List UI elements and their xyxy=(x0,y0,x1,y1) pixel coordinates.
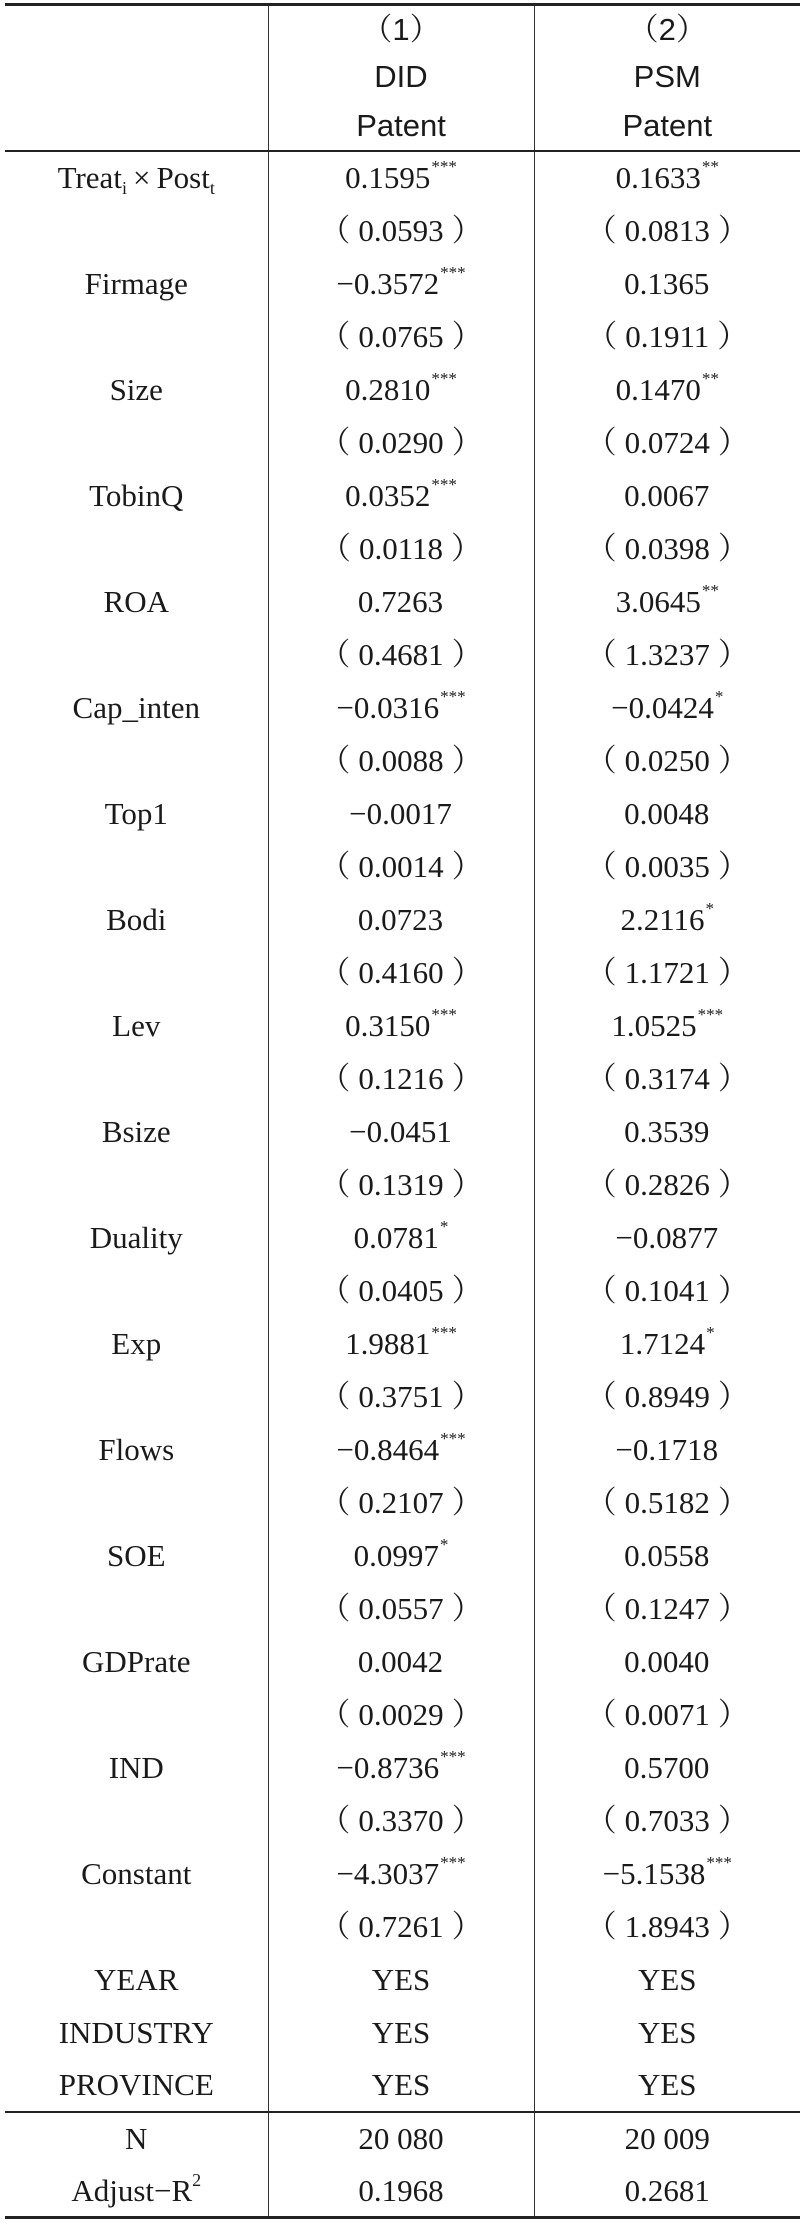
se-cell: （ 0.4681 ） xyxy=(268,628,534,681)
table-row xyxy=(5,1317,800,1370)
coef-cell: 0.0781* xyxy=(268,1211,534,1264)
se-cell: （ 0.3751 ） xyxy=(268,1370,534,1423)
row-label-blank xyxy=(5,1158,268,1211)
table-row xyxy=(5,1158,800,1211)
coef-cell: 0.1365 xyxy=(534,257,800,310)
col1-method: DID xyxy=(268,53,534,101)
row-label: YEAR xyxy=(94,1961,179,1997)
col2-depvar: Patent xyxy=(534,101,800,151)
row-label-blank xyxy=(5,310,268,363)
se-cell: （ 1.1721 ） xyxy=(534,946,800,999)
row-label-blank xyxy=(5,1688,268,1741)
coef-cell: −0.1718 xyxy=(534,1423,800,1476)
table-row xyxy=(5,1264,800,1317)
fe-cell: YES xyxy=(534,2059,800,2112)
table-row xyxy=(5,522,800,575)
fe-cell: YES xyxy=(534,1953,800,2006)
se-cell: （ 0.0071 ） xyxy=(534,1688,800,1741)
coef-cell: 1.0525*** xyxy=(534,999,800,1052)
se-cell: （ 0.1319 ） xyxy=(268,1158,534,1211)
se-cell: （ 0.0118 ） xyxy=(268,522,534,575)
se-cell: （ 0.0290 ） xyxy=(268,416,534,469)
row-label-blank xyxy=(5,1900,268,1953)
coef-cell: 0.0040 xyxy=(534,1635,800,1688)
row-label-blank xyxy=(5,522,268,575)
table-row xyxy=(5,1105,800,1158)
coef-cell: 0.2810*** xyxy=(268,363,534,416)
se-cell: （ 0.1911 ） xyxy=(534,310,800,363)
table-row xyxy=(5,2006,800,2059)
table-row xyxy=(5,469,800,522)
row-label-blank xyxy=(5,1476,268,1529)
coef-cell: −0.0017 xyxy=(268,787,534,840)
table-row xyxy=(5,1052,800,1105)
se-cell: （ 0.0088 ） xyxy=(268,734,534,787)
table-row xyxy=(5,310,800,363)
coef-cell: 1.7124* xyxy=(534,1317,800,1370)
table-row xyxy=(5,1688,800,1741)
table-row xyxy=(5,1476,800,1529)
table-row xyxy=(5,1900,800,1953)
row-label-blank xyxy=(5,628,268,681)
se-cell: （ 0.0593 ） xyxy=(268,204,534,257)
r2-cell: 0.2681 xyxy=(534,2165,800,2218)
se-cell: （ 0.1247 ） xyxy=(534,1582,800,1635)
row-label: ROA xyxy=(103,583,169,619)
coef-cell: 0.0048 xyxy=(534,787,800,840)
header-blank xyxy=(5,53,268,101)
row-label: Cap_inten xyxy=(72,689,200,725)
row-label-blank xyxy=(5,1264,268,1317)
coef-cell: 3.0645** xyxy=(534,575,800,628)
table-row xyxy=(5,1847,800,1900)
table-row xyxy=(5,575,800,628)
table-row xyxy=(5,204,800,257)
table-row xyxy=(5,1582,800,1635)
se-cell: （ 0.2107 ） xyxy=(268,1476,534,1529)
row-label-blank xyxy=(5,1370,268,1423)
row-label-blank xyxy=(5,840,268,893)
coef-cell: 0.5700 xyxy=(534,1741,800,1794)
coef-cell: 0.3150*** xyxy=(268,999,534,1052)
se-cell: （ 0.0557 ） xyxy=(268,1582,534,1635)
table-row xyxy=(5,257,800,310)
row-label: Size xyxy=(109,371,163,407)
coef-cell: 0.0352*** xyxy=(268,469,534,522)
table-row xyxy=(5,1211,800,1264)
se-cell: （ 0.0405 ） xyxy=(268,1264,534,1317)
row-label-blank xyxy=(5,1794,268,1847)
table-row xyxy=(5,787,800,840)
table-row xyxy=(5,893,800,946)
fe-cell: YES xyxy=(268,1953,534,2006)
row-label-blank xyxy=(5,416,268,469)
coef-cell: 0.0997* xyxy=(268,1529,534,1582)
se-cell: （ 0.1041 ） xyxy=(534,1264,800,1317)
table-row xyxy=(5,1635,800,1688)
se-cell: （ 0.2826 ） xyxy=(534,1158,800,1211)
row-label-treat-post: Treati × Postt xyxy=(57,160,215,198)
coef-cell: −4.3037*** xyxy=(268,1847,534,1900)
coef-cell: −0.0451 xyxy=(268,1105,534,1158)
row-label-blank xyxy=(5,1582,268,1635)
row-label: Firmage xyxy=(84,265,188,301)
coef-cell: −0.0424* xyxy=(534,681,800,734)
table-row xyxy=(5,1370,800,1423)
r2-cell: 0.1968 xyxy=(268,2165,534,2218)
fe-cell: YES xyxy=(268,2006,534,2059)
table-row xyxy=(5,1953,800,2006)
coef-cell: 0.0558 xyxy=(534,1529,800,1582)
col2-number: （2） xyxy=(534,5,800,53)
col1-depvar: Patent xyxy=(268,101,534,151)
se-cell: （ 0.3370 ） xyxy=(268,1794,534,1847)
header-blank xyxy=(5,101,268,151)
table-row xyxy=(5,1794,800,1847)
se-cell: （ 0.0250 ） xyxy=(534,734,800,787)
table-row xyxy=(5,416,800,469)
coef-cell: 2.2116* xyxy=(534,893,800,946)
table-row xyxy=(5,840,800,893)
fe-cell: YES xyxy=(534,2006,800,2059)
table-row xyxy=(5,2165,800,2218)
col1-number: （1） xyxy=(268,5,534,53)
row-label: Lev xyxy=(112,1007,161,1043)
se-cell: （ 0.0813 ） xyxy=(534,204,800,257)
se-cell: （ 0.0035 ） xyxy=(534,840,800,893)
se-cell: （ 0.1216 ） xyxy=(268,1052,534,1105)
table-body xyxy=(5,151,800,2218)
se-cell: （ 1.8943 ） xyxy=(534,1900,800,1953)
coef-cell: 0.0723 xyxy=(268,893,534,946)
row-label: Bsize xyxy=(101,1113,171,1149)
row-label: PROVINCE xyxy=(58,2067,214,2102)
row-label: SOE xyxy=(106,1537,166,1573)
coef-cell: −0.0316*** xyxy=(268,681,534,734)
row-label: Constant xyxy=(81,1855,192,1891)
row-label: Duality xyxy=(89,1219,183,1255)
coef-cell: 0.7263 xyxy=(268,575,534,628)
row-label-blank xyxy=(5,1052,268,1105)
row-label: INDUSTRY xyxy=(58,2014,214,2050)
table-row xyxy=(5,1529,800,1582)
coef-cell: 0.1633** xyxy=(534,151,800,204)
regression-table xyxy=(5,3,800,2219)
row-label-blank xyxy=(5,946,268,999)
se-cell: （ 0.4160 ） xyxy=(268,946,534,999)
col2-method: PSM xyxy=(534,53,800,101)
table-row xyxy=(5,999,800,1052)
table-row xyxy=(5,151,800,204)
row-label-blank xyxy=(5,204,268,257)
coef-cell: 0.1470** xyxy=(534,363,800,416)
row-label: TobinQ xyxy=(89,477,184,513)
table-row xyxy=(5,1423,800,1476)
table-row xyxy=(5,628,800,681)
row-label: IND xyxy=(108,1749,164,1785)
coef-cell: −0.8736*** xyxy=(268,1741,534,1794)
se-cell: （ 0.0398 ） xyxy=(534,522,800,575)
table-row xyxy=(5,1741,800,1794)
row-label-n: N xyxy=(5,2112,268,2165)
header-blank xyxy=(5,5,268,53)
coef-cell: 1.9881*** xyxy=(268,1317,534,1370)
coef-cell: 0.1595*** xyxy=(268,151,534,204)
se-cell: （ 0.7033 ） xyxy=(534,1794,800,1847)
se-cell: （ 0.0724 ） xyxy=(534,416,800,469)
row-label: Top1 xyxy=(104,795,168,831)
se-cell: （ 1.3237 ） xyxy=(534,628,800,681)
row-label: Flows xyxy=(98,1431,175,1467)
table-row xyxy=(5,2059,800,2112)
se-cell: （ 0.0014 ） xyxy=(268,840,534,893)
row-label-adjust-r2: $Adjust-R^2$ xyxy=(5,2165,268,2218)
n-cell: 20 080 xyxy=(268,2112,534,2165)
coef-cell: −0.8464*** xyxy=(268,1423,534,1476)
n-cell: 20 009 xyxy=(534,2112,800,2165)
se-cell: （ 0.5182 ） xyxy=(534,1476,800,1529)
table-row xyxy=(5,681,800,734)
se-cell: （ 0.0029 ） xyxy=(268,1688,534,1741)
row-label: Exp xyxy=(111,1325,162,1361)
se-cell: （ 0.3174 ） xyxy=(534,1052,800,1105)
coef-cell: −5.1538*** xyxy=(534,1847,800,1900)
coef-cell: 0.0067 xyxy=(534,469,800,522)
coef-cell: −0.3572*** xyxy=(268,257,534,310)
table-row xyxy=(5,2112,800,2165)
table-header xyxy=(5,5,800,151)
coef-cell: −0.0877 xyxy=(534,1211,800,1264)
se-cell: （ 0.8949 ） xyxy=(534,1370,800,1423)
row-label-blank xyxy=(5,734,268,787)
se-cell: （ 0.7261 ） xyxy=(268,1900,534,1953)
se-cell: （ 0.0765 ） xyxy=(268,310,534,363)
coef-cell: 0.0042 xyxy=(268,1635,534,1688)
table-row xyxy=(5,946,800,999)
coef-cell: 0.3539 xyxy=(534,1105,800,1158)
table-row xyxy=(5,734,800,787)
fe-cell: YES xyxy=(268,2059,534,2112)
table-row xyxy=(5,363,800,416)
row-label: GDPrate xyxy=(82,1643,191,1679)
row-label: Bodi xyxy=(106,901,167,937)
